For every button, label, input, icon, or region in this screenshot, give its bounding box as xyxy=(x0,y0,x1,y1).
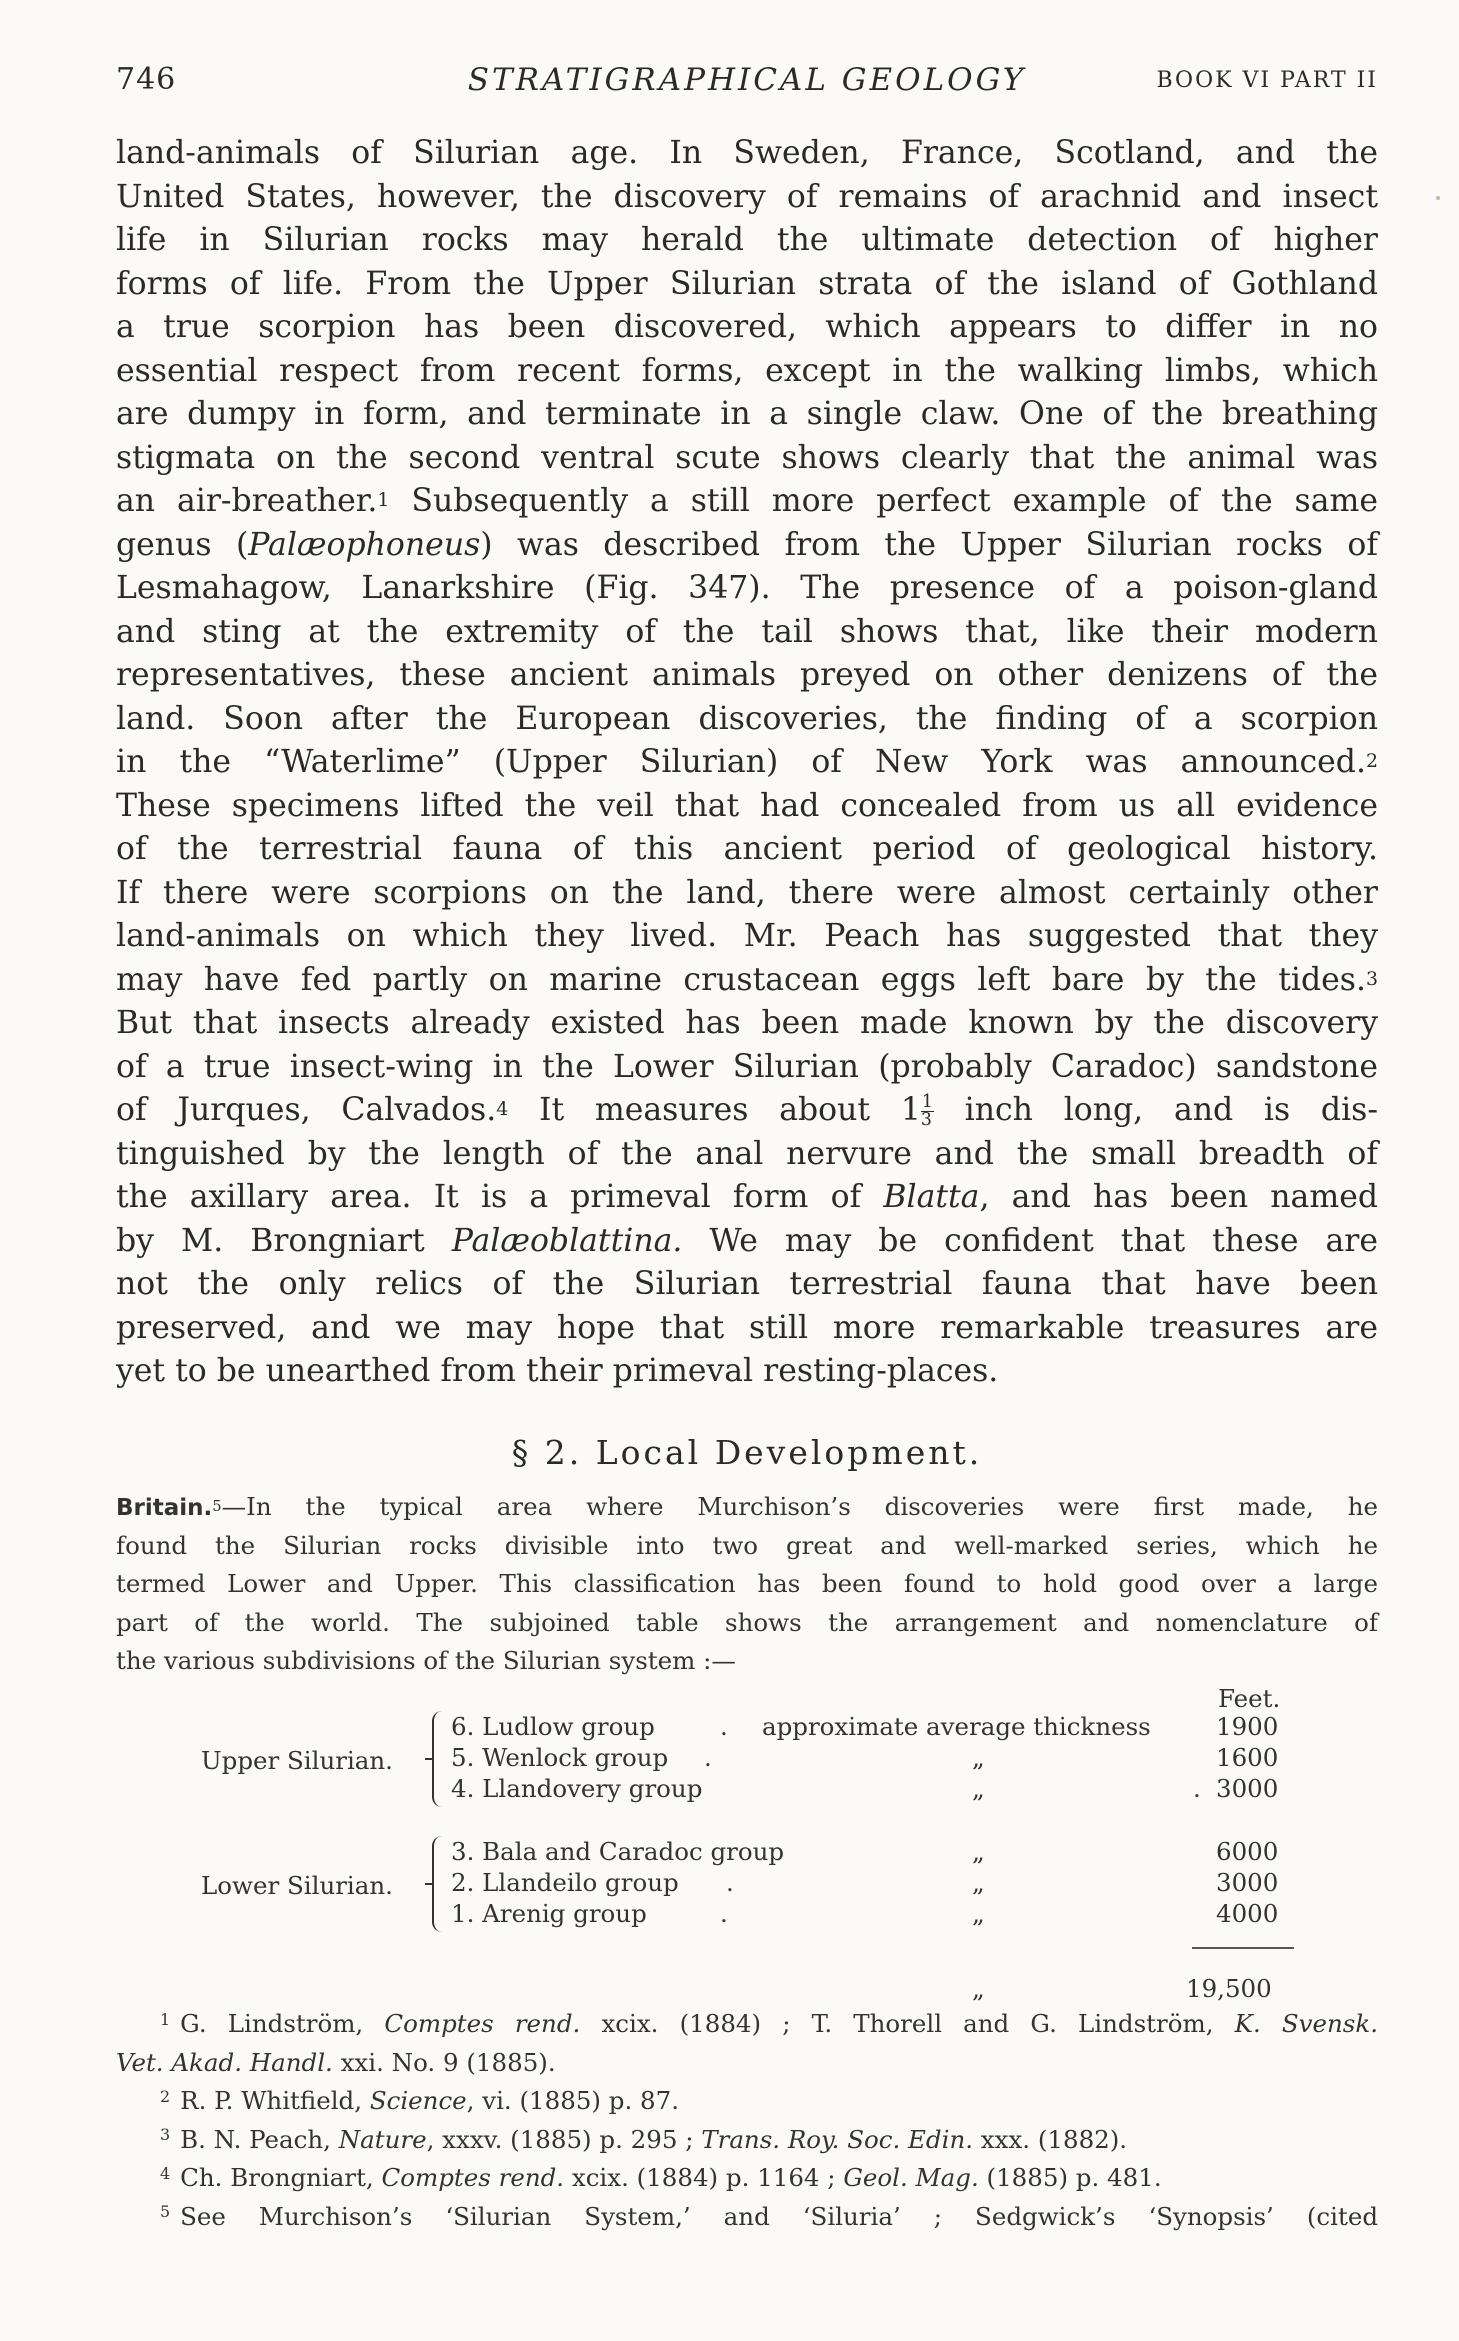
stratum-thickness: 6000 xyxy=(1216,1837,1279,1866)
text-line: forms of life. From the Upper Silurian strata of the island of Gothland xyxy=(116,265,1378,302)
text-line: found the Silurian rocks divisible into two great and well-marked series, which he xyxy=(116,1530,1378,1560)
section-heading: § 2. Local Development. xyxy=(511,1433,983,1472)
stratum-name: 6. Ludlow group xyxy=(451,1712,655,1741)
footnote-continued: Vet. Akad. Handl. xxi. No. 9 (1885). xyxy=(116,2047,556,2077)
text-line: and sting at the extremity of the tail shows that, like their modern xyxy=(116,613,1378,650)
leader-dot: . xyxy=(720,1712,728,1741)
fraction-one-third: $\frac{1}{3}$ xyxy=(920,1091,933,1130)
text-line: These specimens lifted the veil that had concealed from us all evidence xyxy=(116,787,1378,824)
total-thickness: 19,500 xyxy=(1186,1974,1272,2003)
text-line: tinguished by the length of the anal nervure and the small breadth of xyxy=(116,1135,1378,1172)
text-line: land-animals of Silurian age. In Sweden, France, Scotland, and the xyxy=(116,135,1378,171)
text-line: Lesmahagow, Lanarkshire (Fig. 347). The presence of a poison-gland xyxy=(116,570,1378,606)
footnote-ref: 5 xyxy=(212,1498,222,1516)
sum-rule xyxy=(1192,1947,1294,1949)
text-line: are dumpy in form, and terminate in a single claw. One of the breathing xyxy=(116,396,1378,432)
book-page xyxy=(116,0,1378,2341)
stratum-name: 4. Llandovery group xyxy=(451,1774,703,1803)
footnotes xyxy=(116,2005,1378,2236)
section-paragraph xyxy=(116,1488,1378,1681)
strata-table xyxy=(116,1683,1378,2023)
text-line: land. Soon after the European discoveries, the finding of a scorpion xyxy=(116,700,1378,737)
text-line: part of the world. The subjoined table shows the arrangement and nomenclature of xyxy=(116,1607,1378,1637)
stratum-thickness: 3000 xyxy=(1216,1774,1279,1803)
text-line: essential respect from recent forms, except in the walking limbs, which xyxy=(116,352,1378,389)
ditto-mark: „ xyxy=(972,1974,985,2003)
text-line: But that insects already existed has been made known by the discovery xyxy=(116,1005,1378,1041)
thickness-label: approximate average thickness xyxy=(762,1712,1151,1741)
text-line: the various subdivisions of the Silurian system :— xyxy=(116,1646,736,1675)
text-line: stigmata on the second ventral scute shows clearly that the animal was xyxy=(116,439,1378,476)
footnote: $^4$ Ch. Brongniart, Comptes rend. xcix. (1884) p. 1164 ; Geol. Mag. (1885) p. 481. xyxy=(160,2163,1162,2192)
footnote: $^3$ B. N. Peach, Nature, xxxv. (1885) p. 295 ; Trans. Roy. Soc. Edin. xxx. (1882). xyxy=(160,2124,1128,2154)
stratum-thickness: 4000 xyxy=(1216,1899,1279,1928)
text-line: yet to be unearthed from their primeval resting-places. xyxy=(116,1353,999,1389)
leader-dot: . xyxy=(720,1899,728,1928)
main-text xyxy=(116,132,1378,1394)
leader-dot: . xyxy=(1193,1774,1201,1803)
text-line: life in Silurian rocks may herald the ultimate detection of higher xyxy=(116,222,1378,258)
text-line: If there were scorpions on the land, there were almost certainly other xyxy=(116,874,1378,911)
text-line: a true scorpion has been discovered, which appears to differ in no xyxy=(116,309,1378,345)
running-title: STRATIGRAPHICAL GEOLOGY xyxy=(467,62,1027,98)
lower-silurian-label: Lower Silurian. xyxy=(201,1871,393,1900)
text-line: by M. Brongniart Palæoblattina. We may be confident that these are xyxy=(116,1222,1378,1259)
upper-brace xyxy=(432,1711,444,1807)
running-header xyxy=(116,62,1378,102)
lead-term: Britain. xyxy=(116,1495,213,1521)
footnote: $^1$ G. Lindström, Comptes rend. xcix. (1884) ; T. Thorell and G. Lindström, K. Svensk. xyxy=(160,2009,1378,2038)
text-line: of Jurques, Calvados.$^4$ It measures about 1 $\frac{1}{3}$ inch long, and is dis- xyxy=(116,1091,1378,1130)
stratum-thickness: 1600 xyxy=(1216,1743,1279,1772)
lower-brace xyxy=(432,1836,444,1932)
stratum-name: 1. Arenig group xyxy=(451,1899,647,1928)
leader-dot: . xyxy=(704,1743,712,1772)
footnote-ref: 1 xyxy=(377,489,390,512)
text-line: may have fed partly on marine crustacean eggs left bare by the tides.$^3$ xyxy=(116,961,1378,998)
text-line: genus (Palæophoneus) was described from the Upper Silurian rocks of xyxy=(116,526,1378,563)
book-section: BOOK VI PART II xyxy=(1156,68,1378,93)
footnote: $^2$ R. P. Whitfield, Science, vi. (1885) p. 87. xyxy=(160,2086,679,2115)
leader-dot: . xyxy=(726,1868,734,1897)
ditto-mark: „ xyxy=(972,1837,985,1866)
text-line: of a true insect-wing in the Lower Silurian (probably Caradoc) sandstone xyxy=(116,1048,1378,1085)
ditto-mark: „ xyxy=(972,1868,985,1897)
ditto-mark: „ xyxy=(972,1899,985,1928)
stratum-name: 5. Wenlock group xyxy=(451,1743,669,1772)
page-number: 746 xyxy=(116,62,177,97)
stratum-name: 3. Bala and Caradoc group xyxy=(451,1837,785,1866)
text-line: Britain.$^5$—In the typical area where Murchison’s discoveries were first made, he xyxy=(116,1492,1378,1521)
text-line: representatives, these ancient animals preyed on other denizens of the xyxy=(116,657,1378,693)
text-line: an air-breather.$^1$ Subsequently a still more perfect example of the same xyxy=(116,483,1378,519)
stratum-name: 2. Llandeilo group xyxy=(451,1868,679,1897)
text-line: preserved, and we may hope that still more remarkable treasures are xyxy=(116,1309,1378,1346)
text-line: the axillary area. It is a primeval form of Blatta, and has been named xyxy=(116,1179,1378,1215)
footnote: $^5$ See Murchison’s ‘Silurian System,’ and ‘Siluria’ ; Sedgwick’s ‘Synopsis’ (cited xyxy=(160,2201,1378,2231)
stratum-thickness: 1900 xyxy=(1216,1712,1279,1741)
upper-silurian-label: Upper Silurian. xyxy=(201,1746,393,1775)
text-line: land-animals on which they lived. Mr. Peach has suggested that they xyxy=(116,918,1378,954)
text-line: not the only relics of the Silurian terrestrial fauna that have been xyxy=(116,1266,1378,1302)
paper-speck xyxy=(1436,196,1440,200)
footnote-ref: 4 xyxy=(496,1098,509,1121)
unit-header: Feet. xyxy=(1218,1684,1281,1713)
stratum-thickness: 3000 xyxy=(1216,1868,1279,1897)
footnote-ref: 3 xyxy=(1365,967,1378,990)
text-line: of the terrestrial fauna of this ancient period of geological history. xyxy=(116,831,1378,867)
ditto-mark: „ xyxy=(972,1743,985,1772)
text-line: United States, however, the discovery of remains of arachnid and insect xyxy=(116,178,1378,215)
footnote-ref: 2 xyxy=(1365,750,1378,773)
ditto-mark: „ xyxy=(972,1774,985,1803)
text-line: termed Lower and Upper. This classification has been found to hold good over a large xyxy=(116,1569,1378,1598)
text-line: in the “Waterlime” (Upper Silurian) of New York was announced.$^2$ xyxy=(116,744,1378,780)
